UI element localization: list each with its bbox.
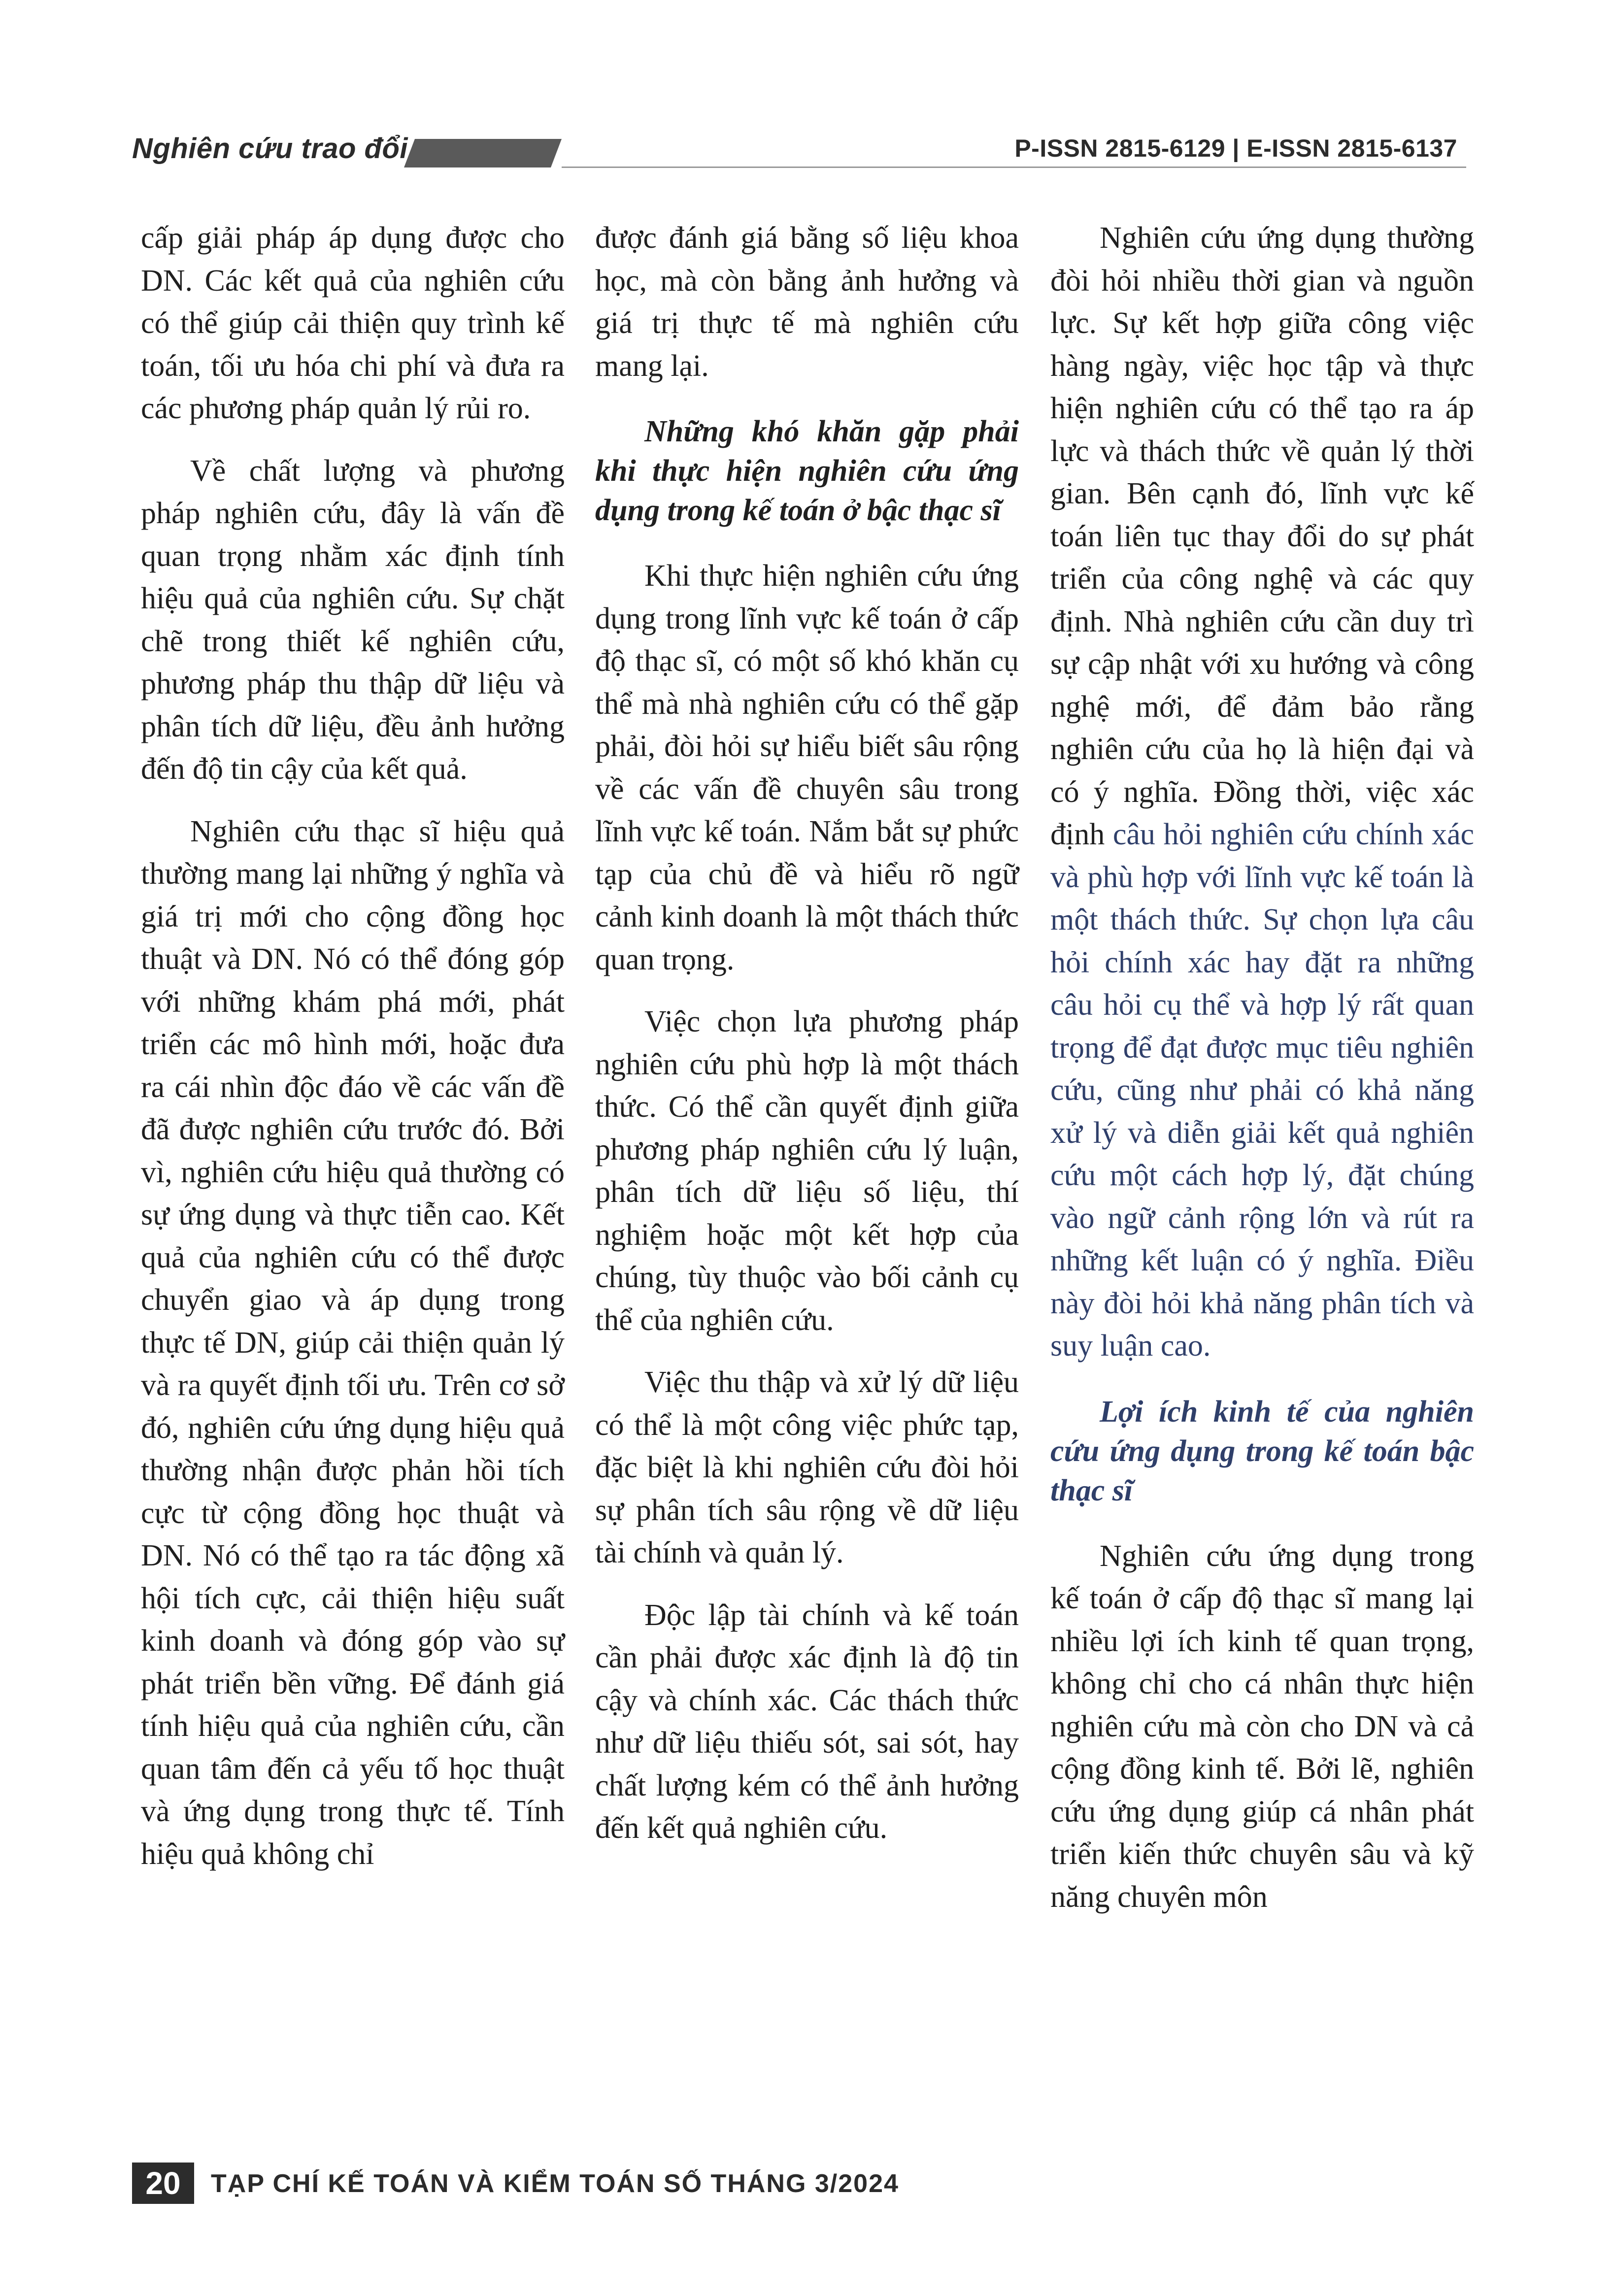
section-heading: Lợi ích kinh tế của nghiên cứu ứng dụng trong kế toán bậc thạc sĩ [1050,1395,1474,1507]
section-title: Nghiên cứu trao đổi [132,133,408,165]
page-number: 20 [132,2163,194,2204]
column-1 [141,217,565,1895]
header-rule [562,166,1466,168]
paragraph: Nghiên cứu ứng dụng trong kế toán ở cấp độ thạc sĩ mang lại nhiều lợi ích kinh tế quan trọng, không chỉ cho cá nhân thực hiện nghiên cứu mà còn cho DN và cả cộng đồng kinh tế. Bởi lẽ, nghiên cứu ứng dụng giúp cá nhân phát triển kiến thức chuyên sâu và kỹ năng chuyên môn [1050,1539,1474,1914]
column-2 [595,217,1019,1869]
paragraph: Nghiên cứu thạc sĩ hiệu quả thường mang lại những ý nghĩa và giá trị mới cho cộng đồng học thuật và DN. Nó có thể đóng góp với những khám phá mới, phát triển các mô hình mới, hoặc đưa ra cái nhìn độc đáo về các vấn đề đã được nghiên cứu trước đó. Bởi vì, nghiên cứu hiệu quả thường có sự ứng dụng và thực tiễn cao. Kết quả của nghiên cứu có thể được chuyển giao và áp dụng trong thực tế DN, giúp cải thiện quản lý và ra quyết định tối ưu. Trên cơ sở đó, nghiên cứu ứng dụng hiệu quả thường nhận được phản hồi tích cực từ cộng đồng học thuật và DN. Nó có thể tạo ra tác động xã hội tích cực, cải thiện hiệu suất kinh doanh và đóng góp vào sự phát triển bền vững. Để đánh giá tính hiệu quả của nghiên cứu, cần quan tâm đến cả yếu tố học thuật và ứng dụng trong thực tế. Tính hiệu quả không chỉ [141,814,565,1871]
paragraph: Việc chọn lựa phương pháp nghiên cứu phù hợp là một thách thức. Có thể cần quyết định giữa phương pháp nghiên cứu lý luận, phân tích dữ liệu số liệu, thí nghiệm hoặc một kết hợp của chúng, tùy thuộc vào bối cảnh cụ thể của nghiên cứu. [595,1005,1019,1337]
paragraph: Việc thu thập và xử lý dữ liệu có thể là một công việc phức tạp, đặc biệt là khi nghiên cứu đòi hỏi sự phân tích sâu rộng về dữ liệu tài chính và quản lý. [595,1365,1019,1569]
paragraph: được đánh giá bằng số liệu khoa học, mà còn bằng ảnh hưởng và giá trị thực tế mà nghiên cứu mang lại. [595,221,1019,383]
highlighted-text: câu hỏi nghiên cứu chính xác và phù hợp với lĩnh vực kế toán là một thách thức. Sự chọn lựa câu hỏi chính xác hay đặt ra những câu hỏi cụ thể và hợp lý rất quan trọng để đạt được mục tiêu nghiên cứu, cũng như phải có khả năng xử lý và diễn giải kết quả nghiên cứu một cách hợp lý, đặt chúng vào ngữ cảnh rộng lớn và rút ra những kết luận có ý nghĩa. Điều này đòi hỏi khả năng phân tích và suy luận cao. [1050,818,1474,1363]
journal-footer: TẠP CHÍ KẾ TOÁN VÀ KIỂM TOÁN SỐ THÁNG 3/2024 [211,2169,899,2198]
column-3 [1050,217,1474,1938]
paragraph: Khi thực hiện nghiên cứu ứng dụng trong lĩnh vực kế toán ở cấp độ thạc sĩ, có một số khó khăn cụ thể mà nhà nghiên cứu có thể gặp phải, đòi hỏi sự hiểu biết sâu rộng về các vấn đề chuyên sâu trong lĩnh vực kế toán. Nắm bắt sự phức tạp của chủ đề và hiểu rõ ngữ cảnh kinh doanh là một thách thức quan trọng. [595,559,1019,976]
paragraph: cấp giải pháp áp dụng được cho DN. Các kết quả của nghiên cứu có thể giúp cải thiện quy trình kế toán, tối ưu hóa chi phí và đưa ra các phương pháp quản lý rủi ro. [141,221,565,425]
section-heading: Những khó khăn gặp phải khi thực hiện nghiên cứu ứng dụng trong kế toán ở bậc thạc sĩ [595,415,1019,527]
paragraph: Về chất lượng và phương pháp nghiên cứu, đây là vấn đề quan trọng nhằm xác định tính hiệu quả của nghiên cứu. Sự chặt chẽ trong thiết kế nghiên cứu, phương pháp thu thập dữ liệu và phân tích dữ liệu, đều ảnh hưởng đến độ tin cậy của kết quả. [141,454,565,786]
paragraph: Độc lập tài chính và kế toán cần phải được xác định là độ tin cậy và chính xác. Các thách thức như dữ liệu thiếu sót, sai sót, hay chất lượng kém có thể ảnh hưởng đến kết quả nghiên cứu. [595,1598,1019,1845]
paragraph-text: Nghiên cứu ứng dụng thường đòi hỏi nhiều thời gian và nguồn lực. Sự kết hợp giữa công việc hàng ngày, việc học tập và thực hiện nghiên cứu có thể tạo ra áp lực và thách thức về quản lý thời gian. Bên cạnh đó, lĩnh vực kế toán liên tục thay đổi do sự phát triển của công nghệ và các quy định. Nhà nghiên cứu cần duy trì sự cập nhật với xu hướng và công nghệ mới, để đảm bảo rằng nghiên cứu của họ là hiện đại và có ý nghĩa. Đồng thời, việc xác định [1050,221,1474,851]
issn-label: P-ISSN 2815-6129 | E-ISSN 2815-6137 [1014,134,1457,162]
header-bar-decoration [404,139,562,167]
paragraph [1050,217,1474,1367]
